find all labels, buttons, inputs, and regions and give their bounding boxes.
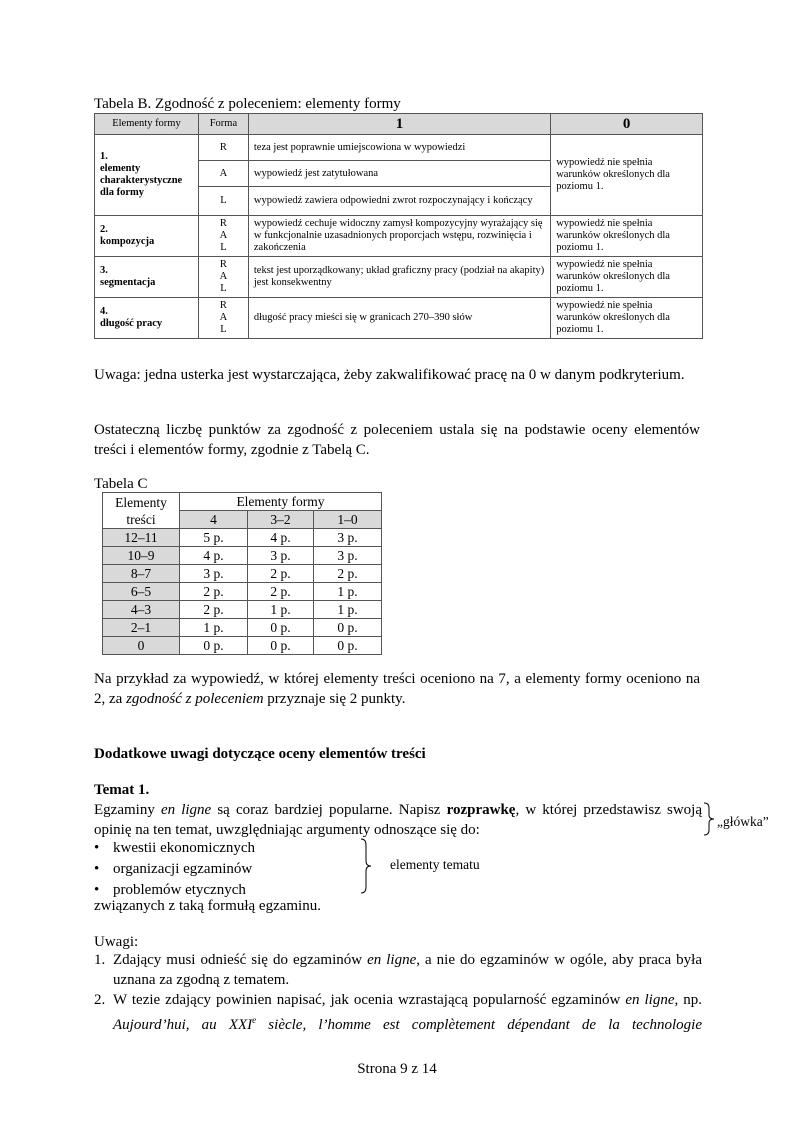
- table-c-header-row: [103, 493, 382, 511]
- col-3-2: 3–2: [248, 511, 314, 529]
- temat-text-a: Egzaminy: [94, 802, 161, 818]
- uwagi-list: [94, 950, 702, 1035]
- table-cell: 4 p.: [248, 529, 314, 547]
- letters-ral-2: [198, 216, 248, 257]
- table-row: [103, 565, 382, 583]
- table-cell: 1 p.: [314, 601, 382, 619]
- bullet-text: problemów etycznych: [113, 882, 246, 898]
- criterion-2-label: kompozycja: [100, 236, 155, 247]
- table-cell: 0 p.: [314, 637, 382, 655]
- example-paragraph: [94, 669, 700, 709]
- criterion-4: [95, 298, 199, 339]
- table-b-caption: Tabela B. Zgodność z poleceniem: elementy formy: [94, 96, 401, 112]
- criterion-4-num: 4.: [100, 306, 108, 317]
- table-cell: 3 p.: [314, 547, 382, 565]
- uwagi-title: Uwagi:: [94, 934, 139, 950]
- temat-closing: związanych z taką formułą egzaminu.: [94, 898, 321, 914]
- letter-a: A: [219, 271, 228, 282]
- right-brace-icon: [360, 838, 374, 894]
- elementy-tematu-label: elementy tematu: [390, 857, 480, 872]
- table-cell: 3 p.: [180, 565, 248, 583]
- item-text: [113, 950, 702, 990]
- uwaga-1-text-a: Zdający musi odnieść się do egzaminów: [113, 952, 368, 968]
- table-b-header-0: 0: [551, 114, 703, 135]
- letter-l: L: [220, 283, 227, 294]
- table-row: [95, 257, 703, 298]
- uwaga-2-quote-a: Aujourd’hui, au XXI: [113, 1017, 253, 1033]
- row-label: 10–9: [103, 547, 180, 565]
- criterion-2-num: 2.: [100, 224, 108, 235]
- table-row: [103, 619, 382, 637]
- example-text-1: Na przykład za wypowiedź, w której elementy treści oceniono na 7, a elementy formy oceniono na 2, za: [94, 671, 700, 707]
- table-cell: 2 p.: [248, 583, 314, 601]
- row-label: 0: [103, 637, 180, 655]
- desc-dlugosc: długość pracy mieści się w granicach 270–390 słów: [248, 298, 550, 339]
- desc-segmentacja: tekst jest uporządkowany; układ graficzny pracy (podział na akapity) jest konsekwentny: [248, 257, 550, 298]
- uwaga-2-quote-b: siècle, l’homme est complètement dépendant de la technologie: [256, 1017, 702, 1033]
- zero-1: wypowiedź nie spełnia warunków określonych dla poziomu 1.: [551, 135, 703, 216]
- section-title: Dodatkowe uwagi dotyczące oceny elementów treści: [94, 746, 426, 762]
- page-footer: Strona 9 z 14: [357, 1061, 437, 1077]
- table-cell: 4 p.: [180, 547, 248, 565]
- letter-r: R: [219, 300, 227, 311]
- table-cell: 1 p.: [180, 619, 248, 637]
- criterion-1-num: 1.: [100, 151, 108, 162]
- bullet-icon: •: [94, 882, 100, 898]
- table-cell: 2 p.: [314, 565, 382, 583]
- zero-3: wypowiedź nie spełnia warunków określonych dla poziomu 1.: [551, 257, 703, 298]
- zero-4: wypowiedź nie spełnia warunków określonych dla poziomu 1.: [551, 298, 703, 339]
- table-row: [103, 529, 382, 547]
- table-cell: 2 p.: [180, 601, 248, 619]
- desc-tytul: wypowiedź jest zatytułowana: [248, 161, 550, 187]
- table-cell: 1 p.: [248, 601, 314, 619]
- list-item: [94, 859, 255, 880]
- temat-bold: rozprawkę: [446, 802, 516, 818]
- ostateczna-paragraph: Ostateczną liczbę punktów za zgodność z poleceniem ustala się na podstawie oceny elementów treści i elementów formy, zgodnie z Tabelą C.: [94, 422, 700, 458]
- table-cell: 2 p.: [248, 565, 314, 583]
- right-brace-icon: [703, 802, 717, 836]
- letter-l: L: [198, 187, 248, 216]
- desc-kompozycja: wypowiedź cechuje widoczny zamysł kompozycyjny wyrażający się w funkcjonalnie uzasadnionych proporcjach wstępu, rozwinięcia i zakończenia: [248, 216, 550, 257]
- letter-r: R: [198, 135, 248, 161]
- table-cell: 3 p.: [248, 547, 314, 565]
- uwaga-2-italic: en ligne: [625, 992, 675, 1008]
- table-row: [103, 583, 382, 601]
- uwaga-2-quote-sup: e: [252, 1015, 257, 1025]
- bullet-text: kwestii ekonomicznych: [113, 840, 256, 856]
- glowka-label: „główka”: [717, 814, 769, 829]
- table-b-header-forma: Forma: [198, 114, 248, 135]
- row-label: 2–1: [103, 619, 180, 637]
- letters-ral-4: [198, 298, 248, 339]
- temat-text-c: , w której przedstawisz swoją opinię na ten temat, uwzględniając argumenty odnoszące się do:: [94, 802, 702, 838]
- table-cell: 3 p.: [314, 529, 382, 547]
- criterion-2: [95, 216, 199, 257]
- temat-text-b: są coraz bardziej popularne. Napisz: [211, 802, 447, 818]
- temat-italic: en ligne: [160, 802, 212, 818]
- uwaga-2-quote: [113, 1017, 702, 1033]
- col-1-0: 1–0: [314, 511, 382, 529]
- table-row: [95, 216, 703, 257]
- table-cell: 0 p.: [314, 619, 382, 637]
- table-row: [95, 135, 703, 161]
- list-item: [94, 950, 702, 990]
- letter-a: A: [219, 312, 228, 323]
- table-cell: 0 p.: [180, 637, 248, 655]
- example-text-2: przyznaje się 2 punkty.: [263, 691, 406, 707]
- table-cell: 0 p.: [248, 637, 314, 655]
- letter-a: A: [219, 230, 228, 241]
- list-item: [94, 990, 702, 1035]
- letter-r: R: [219, 259, 227, 270]
- list-item: [94, 838, 255, 859]
- uwaga-2-text-a: W tezie zdający powinien napisać, jak ocenia wzrastającą popularność egzaminów: [113, 992, 626, 1008]
- desc-zwrot: wypowiedź zawiera odpowiedni zwrot rozpoczynający i kończący: [248, 187, 550, 216]
- table-c: [102, 492, 382, 655]
- zero-2: wypowiedź nie spełnia warunków określonych dla poziomu 1.: [551, 216, 703, 257]
- table-b-header-row: [95, 114, 703, 135]
- uwaga-1-italic: en ligne: [367, 952, 417, 968]
- table-row: [95, 298, 703, 339]
- table-cell: 5 p.: [180, 529, 248, 547]
- table-row: [103, 601, 382, 619]
- criterion-4-label: długość pracy: [100, 318, 163, 329]
- table-row: [103, 637, 382, 655]
- table-cell: 1 p.: [314, 583, 382, 601]
- criterion-3: [95, 257, 199, 298]
- criterion-1-line3: dla formy: [100, 187, 145, 198]
- table-b-header-elementy: Elementy formy: [95, 114, 199, 135]
- bullet-text: organizacji egzaminów: [113, 861, 253, 877]
- table-c-row-header: [103, 493, 180, 529]
- table-row: [103, 547, 382, 565]
- row-label: 8–7: [103, 565, 180, 583]
- letters-ral-3: [198, 257, 248, 298]
- uwaga-paragraph: Uwaga: jedna usterka jest wystarczająca, żeby zakwalifikować pracę na 0 w danym podkryterium.: [94, 367, 685, 383]
- uwaga-2-text-b: , np.: [674, 992, 703, 1008]
- row-label: 6–5: [103, 583, 180, 601]
- bullet-list: [94, 838, 255, 901]
- criterion-3-label: segmentacja: [100, 277, 156, 288]
- item-number: 2.: [94, 992, 106, 1008]
- criterion-1-line1: elementy: [100, 163, 141, 174]
- criterion-1-line2: charakterystyczne: [100, 175, 183, 186]
- letter-l: L: [220, 242, 227, 253]
- example-italic: zgodność z poleceniem: [126, 691, 264, 707]
- bullet-icon: •: [94, 861, 100, 877]
- row-label: 4–3: [103, 601, 180, 619]
- table-cell: 2 p.: [180, 583, 248, 601]
- desc-teza: teza jest poprawnie umiejscowiona w wypowiedzi: [248, 135, 550, 161]
- table-c-caption: Tabela C: [94, 476, 148, 492]
- uwaga-1-text-b: , a nie do egzaminów w ogóle, aby praca była uznana za zgodną z tematem.: [113, 952, 702, 988]
- bullet-icon: •: [94, 840, 100, 856]
- table-b: [94, 113, 703, 339]
- item-number: 1.: [94, 952, 106, 968]
- item-text: [113, 990, 702, 1035]
- table-c-col-group: Elementy formy: [180, 493, 382, 511]
- criterion-3-num: 3.: [100, 265, 108, 276]
- row-label: 12–11: [103, 529, 180, 547]
- temat-title: Temat 1.: [94, 782, 150, 798]
- table-b-header-1: 1: [248, 114, 550, 135]
- row-header-line2: treści: [126, 511, 156, 527]
- temat-paragraph: [94, 800, 702, 840]
- table-cell: 0 p.: [248, 619, 314, 637]
- row-header-line1: Elementy: [115, 494, 167, 510]
- letter-r: R: [219, 218, 227, 229]
- col-4: 4: [180, 511, 248, 529]
- letter-a: A: [198, 161, 248, 187]
- letter-l: L: [220, 324, 227, 335]
- criterion-1: [95, 135, 199, 216]
